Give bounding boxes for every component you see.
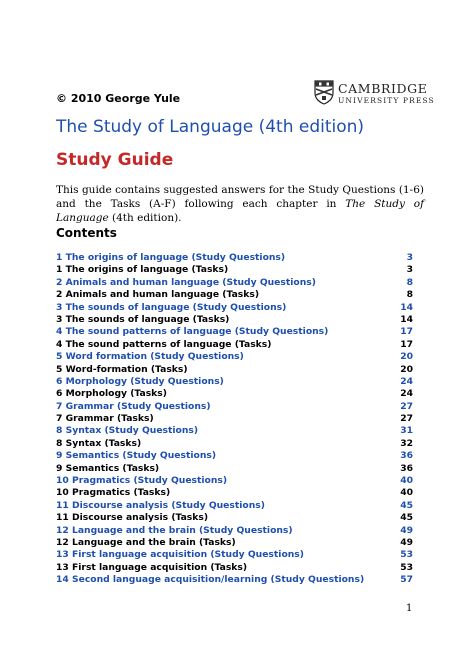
toc-entry-page: 40 [400,487,413,499]
toc-entry-tasks [56,339,413,351]
toc-entry-page: 14 [400,301,413,313]
guide-title: Study Guide [56,150,174,170]
toc-entry-study-questions[interactable] [56,351,413,363]
toc-entry-page: 32 [400,437,413,449]
intro-paragraph [56,183,424,225]
toc-entry-label: 8 Syntax (Tasks) [56,437,142,449]
toc-entry-study-questions[interactable] [56,376,413,388]
cambridge-shield-icon [314,80,334,105]
toc-entry-page: 31 [400,425,413,437]
toc-entry-page: 53 [400,561,413,573]
toc-entry-study-questions[interactable] [56,277,413,289]
toc-entry-page: 53 [400,549,413,561]
toc-entry-page: 36 [400,462,413,474]
toc-entry-page: 20 [400,351,413,363]
toc-entry-page: 14 [400,313,413,325]
toc-entry-label: 12 Language and the brain (Study Questions) [56,524,293,536]
toc-entry-label: 10 Pragmatics (Tasks) [56,487,171,499]
toc-entry-label: 2 Animals and human language (Tasks) [56,289,260,301]
toc-entry-page: 45 [400,512,413,524]
toc-entry-label: 6 Morphology (Tasks) [56,388,167,400]
toc-entry-label: 2 Animals and human language (Study Questions) [56,276,316,288]
toc-entry-label: 14 Second language acquisition/learning (Study Questions) [56,574,365,586]
toc-entry-label: 8 Syntax (Study Questions) [56,425,199,437]
toc-entry-page: 27 [400,400,413,412]
toc-entry-page: 17 [400,326,413,338]
toc-entry-tasks [56,388,413,400]
intro-text-start: This guide contains suggested answers for the Study Questions (1-6) and the Tasks (A-F) following each chapter in [56,184,424,210]
toc-entry-study-questions[interactable] [56,252,413,264]
toc-entry-tasks [56,562,413,574]
toc-entry-label: 5 Word formation (Study Questions) [56,351,244,363]
toc-entry-tasks [56,314,413,326]
toc-entry-tasks [56,512,413,524]
toc-entry-tasks [56,463,413,475]
publisher-logo [314,80,444,106]
toc-entry-label: 4 The sound patterns of language (Study Questions) [56,326,329,338]
toc-entry-page: 3 [406,252,413,263]
toc-entry-study-questions[interactable] [56,500,413,512]
toc-entry-study-questions[interactable] [56,475,413,487]
toc-entry-tasks [56,537,413,549]
toc-entry-label: 7 Grammar (Tasks) [56,413,154,425]
toc-entry-study-questions[interactable] [56,525,413,537]
toc-entry-label: 12 Language and the brain (Tasks) [56,536,236,548]
toc-entry-study-questions[interactable] [56,450,413,462]
toc-entry-study-questions[interactable] [56,549,413,561]
table-of-contents [56,252,413,587]
toc-entry-page: 20 [400,363,413,375]
book-title: The Study of Language (4th edition) [56,117,365,137]
publisher-name: CAMBRIDGE [338,81,428,96]
toc-entry-tasks [56,364,413,376]
toc-entry-label: 13 First language acquisition (Tasks) [56,561,248,573]
toc-entry-label: 11 Discourse analysis (Tasks) [56,512,209,524]
toc-entry-study-questions[interactable] [56,302,413,314]
toc-entry-label: 4 The sound patterns of language (Tasks) [56,338,272,350]
toc-entry-label: 9 Semantics (Study Questions) [56,450,217,462]
toc-entry-page: 45 [400,499,413,511]
toc-entry-study-questions[interactable] [56,401,413,413]
toc-entry-page: 3 [406,264,413,276]
contents-heading: Contents [56,226,117,240]
toc-entry-label: 10 Pragmatics (Study Questions) [56,475,228,487]
copyright-notice: © 2010 George Yule [56,92,181,105]
page-number: 1 [406,603,413,614]
toc-entry-label: 6 Morphology (Study Questions) [56,375,224,387]
toc-entry-tasks [56,487,413,499]
toc-entry-study-questions[interactable] [56,425,413,437]
toc-entry-page: 36 [400,450,413,462]
toc-entry-study-questions[interactable] [56,574,413,586]
toc-entry-page: 57 [400,574,413,586]
toc-entry-tasks [56,413,413,425]
toc-entry-label: 13 First language acquisition (Study Questions) [56,549,304,561]
toc-entry-page: 8 [406,289,413,301]
toc-entry-page: 24 [400,388,413,400]
toc-entry-page: 49 [400,536,413,548]
toc-entry-label: 11 Discourse analysis (Study Questions) [56,499,265,511]
toc-entry-label: 3 The sounds of language (Tasks) [56,313,230,325]
publisher-subname: UNIVERSITY PRESS [338,96,435,105]
toc-entry-study-questions[interactable] [56,326,413,338]
toc-entry-page: 40 [400,475,413,487]
toc-entry-label: 1 The origins of language (Tasks) [56,264,229,276]
toc-entry-page: 17 [400,338,413,350]
toc-entry-page: 27 [400,413,413,425]
intro-text-end: (4th edition). [108,212,182,224]
toc-entry-tasks [56,264,413,276]
intro-book-title: The Study of Language [56,198,424,224]
toc-entry-label: 9 Semantics (Tasks) [56,462,160,474]
toc-entry-page: 24 [400,375,413,387]
toc-entry-label: 7 Grammar (Study Questions) [56,400,211,412]
toc-entry-page: 8 [406,276,413,288]
toc-entry-label: 1 The origins of language (Study Questions) [56,252,286,263]
toc-entry-tasks [56,289,413,301]
toc-entry-page: 49 [400,524,413,536]
toc-entry-label: 3 The sounds of language (Study Questions) [56,301,287,313]
toc-entry-tasks [56,438,413,450]
toc-entry-label: 5 Word-formation (Tasks) [56,363,188,375]
